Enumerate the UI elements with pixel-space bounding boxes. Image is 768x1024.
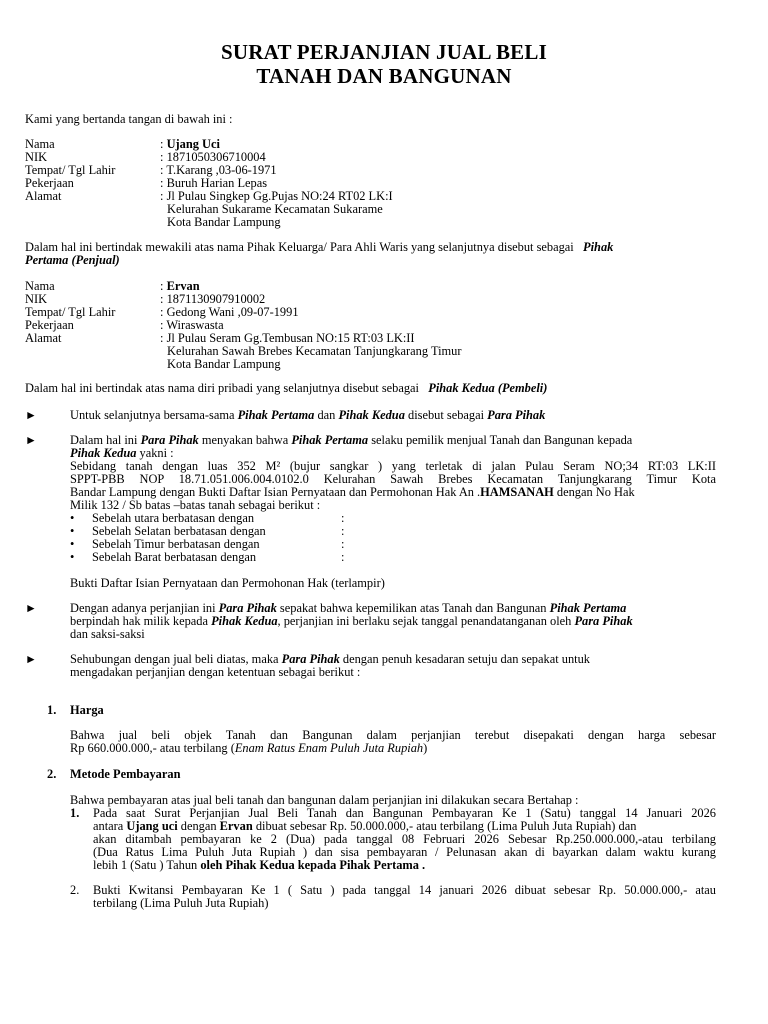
land-description-line-2: SPPT-PBB NOP 18.71.051.006.004.0102.0 Kelurahan Sawah Brebes Kecamatan Tanjungkarang Timur Kota (70, 472, 716, 486)
party-1-name: Ujang Uci (166, 137, 220, 151)
payment-item-1-line-3: akan ditambah pembayaran ke 2 (Dua) pada tanggal 08 Februari 2026 Sebesar Rp.250.000.000,-atau terbilang (93, 832, 716, 846)
payment-text-d: lebih 1 (Satu ) Tahun (93, 858, 198, 872)
para-3-text-c: berpindah hak milik kepada (70, 614, 208, 628)
para-3-text-a: Dengan adanya perjanjian ini (70, 601, 216, 615)
price-text-c: ) (423, 741, 428, 755)
arrow-bullet-icon: ► (25, 601, 37, 615)
paragraph-3-line-2 (70, 615, 633, 628)
colon: : (160, 279, 164, 293)
represent-1-role-1: Pihak (583, 240, 614, 254)
payment-item-2-line-1: Bukti Kwitansi Pembayaran Ke 1 ( Satu ) pada tanggal 14 januari 2026 dibuat sebesar Rp. 50.000.000,- atau (93, 883, 716, 897)
party-1-job: Buruh Harian Lepas (166, 176, 268, 190)
term-pihak-kedua: Pihak Kedua (70, 446, 137, 460)
payment-item-2-number: 2. (70, 883, 80, 897)
label-ttl: Tempat/ Tgl Lahir (25, 305, 116, 319)
colon: : (160, 137, 164, 151)
section-1-number: 1. (47, 703, 57, 717)
document-title-line-2: TANAH DAN BANGUNAN (256, 64, 512, 88)
land-description-line-1: Sebidang tanah dengan luas 352 M² (bujur sangkar ) yang terletak di jalan Pulau Seram NO;34 RT:03 LK:II (70, 459, 716, 473)
label-pekerjaan: Pekerjaan (25, 176, 74, 190)
term-pihak-pertama: Pihak Pertama (237, 408, 315, 422)
para-2-text-b: menyakan bahwa (201, 433, 289, 447)
party-2-name: Ervan (166, 279, 200, 293)
term-pihak-pertama: Pihak Pertama (549, 601, 627, 615)
represent-1-role-2: Pertama (Penjual) (25, 253, 120, 267)
payment-buyer-name: Ervan (219, 819, 253, 833)
party-2-nik: 1871130907910002 (166, 292, 266, 306)
term-para-pihak: Para Pihak (574, 614, 633, 628)
colon: : (160, 176, 164, 190)
colon: : (160, 318, 164, 332)
party-1-address-line-1: Jl Pulau Singkep Gg.Pujas NO:24 RT02 LK:I (166, 189, 393, 203)
colon: : (160, 189, 164, 203)
payment-item-1-number: 1. (70, 806, 80, 820)
label-pekerjaan: Pekerjaan (25, 318, 74, 332)
payment-item-1-line-1: Pada saat Surat Perjanjian Jual Beli Tanah dan Bangunan Pembayaran Ke 1 (Satu) tanggal 14 Januari 2026 (93, 806, 716, 820)
para-3-text-d: , perjanjian ini berlaku sejak tanggal penandatanganan oleh (277, 614, 572, 628)
term-para-pihak: Para Pihak (487, 408, 546, 422)
bullet-icon: • (70, 550, 75, 564)
arrow-bullet-icon: ► (25, 433, 37, 447)
section-2-heading: Metode Pembayaran (70, 767, 181, 781)
represent-2-text: Dalam hal ini bertindak atas nama diri pribadi yang selanjutnya disebut sebagai (25, 381, 419, 395)
arrow-bullet-icon: ► (25, 408, 37, 422)
colon: : (341, 537, 345, 551)
colon: : (341, 524, 345, 538)
price-in-words: Enam Ratus Enam Puluh Juta Rupiah (234, 741, 424, 755)
payment-item-2-line-2: terbilang (Lima Puluh Juta Rupiah) (93, 896, 269, 910)
party-1-address-line-2: Kelurahan Sukarame Kecamatan Sukarame (167, 202, 383, 216)
section-1-heading: Harga (70, 703, 104, 717)
border-south: Sebelah Selatan berbatasan dengan (92, 524, 266, 538)
payment-text-b: dengan (180, 819, 217, 833)
label-nama: Nama (25, 279, 55, 293)
colon: : (160, 150, 164, 164)
bullet-icon: • (70, 511, 75, 525)
border-west: Sebelah Barat berbatasan dengan (92, 550, 257, 564)
colon: : (160, 163, 164, 177)
represent-1-text: Dalam hal ini bertindak mewakili atas nama Pihak Keluarga/ Para Ahli Waris yang selanjutnya disebut sebagai (25, 240, 574, 254)
label-ttl: Tempat/ Tgl Lahir (25, 163, 116, 177)
land-text-a: Bandar Lampung dengan Bukti Daftar Isian Pernyataan dan Permohonan Hak An . (70, 485, 481, 499)
label-nik: NIK (25, 150, 48, 164)
colon: : (160, 331, 164, 345)
term-pihak-kedua: Pihak Kedua (211, 614, 278, 628)
term-para-pihak: Para Pihak (281, 652, 340, 666)
bullet-icon: • (70, 524, 75, 538)
party-2-address-line-3: Kota Bandar Lampung (167, 357, 281, 371)
land-description-line-4: Milik 132 / Sb batas –batas tanah sebagai berikut : (70, 498, 321, 512)
para-1-text-a: Untuk selanjutnya bersama-sama (70, 408, 235, 422)
party-2-job: Wiraswasta (166, 318, 224, 332)
section-2-intro: Bahwa pembayaran atas jual beli tanah dan bangunan dalam perjanjian ini dilakukan secara Bertahap : (70, 793, 579, 807)
arrow-bullet-icon: ► (25, 652, 37, 666)
payment-text-a: antara (93, 819, 124, 833)
term-pihak-pertama: Pihak Pertama (291, 433, 369, 447)
paragraph-3-line-3: dan saksi-saksi (70, 627, 145, 641)
party-1-ttl: T.Karang ,03-06-1971 (166, 163, 277, 177)
represent-2-role: Pihak Kedua (Pembeli) (428, 381, 548, 395)
land-owner-name: HAMSANAH (480, 485, 554, 499)
represent-2-line (25, 382, 547, 395)
section-2-number: 2. (47, 767, 57, 781)
payment-parties-bold: oleh Pihak Kedua kepada Pihak Pertama . (200, 858, 426, 872)
para-3-text-b: sepakat bahwa kepemilikan atas Tanah dan Bangunan (279, 601, 547, 615)
paragraph-1 (70, 409, 545, 422)
para-2-text-a: Dalam hal ini (70, 433, 138, 447)
colon: : (341, 511, 345, 525)
party-2-address-line-2: Kelurahan Sawah Brebes Kecamatan Tanjungkarang Timur (167, 344, 462, 358)
term-para-pihak: Para Pihak (140, 433, 199, 447)
border-north: Sebelah utara berbatasan dengan (92, 511, 255, 525)
land-text-b: dengan No Hak (553, 485, 635, 499)
para-2-text-d: yakni : (139, 446, 174, 460)
price-text-a: Rp 660.000.000,- atau terbilang ( (70, 741, 235, 755)
colon: : (160, 292, 164, 306)
section-1-line-2 (70, 742, 427, 755)
payment-item-1-line-5 (93, 859, 425, 872)
paragraph-4-line-2: mengadakan perjanjian dengan ketentuan sebagai berikut : (70, 665, 361, 679)
party-2-address-line-1: Jl Pulau Seram Gg.Tembusan NO:15 RT:03 LK:II (166, 331, 415, 345)
section-1-line-1: Bahwa jual beli objek Tanah dan Bangunan dalam perjanjian terebut disepakati dengan harga sebesar (70, 728, 716, 742)
para-4-text-a: Sehubungan dengan jual beli diatas, maka (70, 652, 279, 666)
term-pihak-kedua: Pihak Kedua (338, 408, 405, 422)
intro-text: Kami yang bertanda tangan di bawah ini : (25, 112, 233, 126)
label-alamat: Alamat (25, 189, 62, 203)
term-para-pihak: Para Pihak (218, 601, 277, 615)
party-2-ttl: Gedong Wani ,09-07-1991 (166, 305, 299, 319)
payment-text-c: dibuat sebesar Rp. 50.000.000,- atau terbilang (Lima Puluh Juta Rupiah) dan (255, 819, 637, 833)
label-nama: Nama (25, 137, 55, 151)
para-1-text-c: disebut sebagai (408, 408, 485, 422)
payment-item-1-line-4: (Dua Ratus Lima Puluh Juta Rupiah ) dan sisa pembayaran / Pelunasan akan di bayarkan dalam waktu kurang (93, 845, 716, 859)
para-1-text-b: dan (317, 408, 336, 422)
label-nik: NIK (25, 292, 48, 306)
payment-seller-name: Ujang uci (126, 819, 178, 833)
proof-note: Bukti Daftar Isian Pernyataan dan Permohonan Hak (terlampir) (70, 576, 385, 590)
bullet-icon: • (70, 537, 75, 551)
border-east: Sebelah Timur berbatasan dengan (92, 537, 260, 551)
para-2-text-c: selaku pemilik menjual Tanah dan Bangunan kepada (371, 433, 633, 447)
colon: : (341, 550, 345, 564)
para-4-text-b: dengan penuh kesadaran setuju dan sepakat untuk (342, 652, 590, 666)
party-1-address-line-3: Kota Bandar Lampung (167, 215, 281, 229)
label-alamat: Alamat (25, 331, 62, 345)
colon: : (160, 305, 164, 319)
document-title-line-1: SURAT PERJANJIAN JUAL BELI (221, 40, 547, 64)
party-1-nik: 1871050306710004 (166, 150, 266, 164)
